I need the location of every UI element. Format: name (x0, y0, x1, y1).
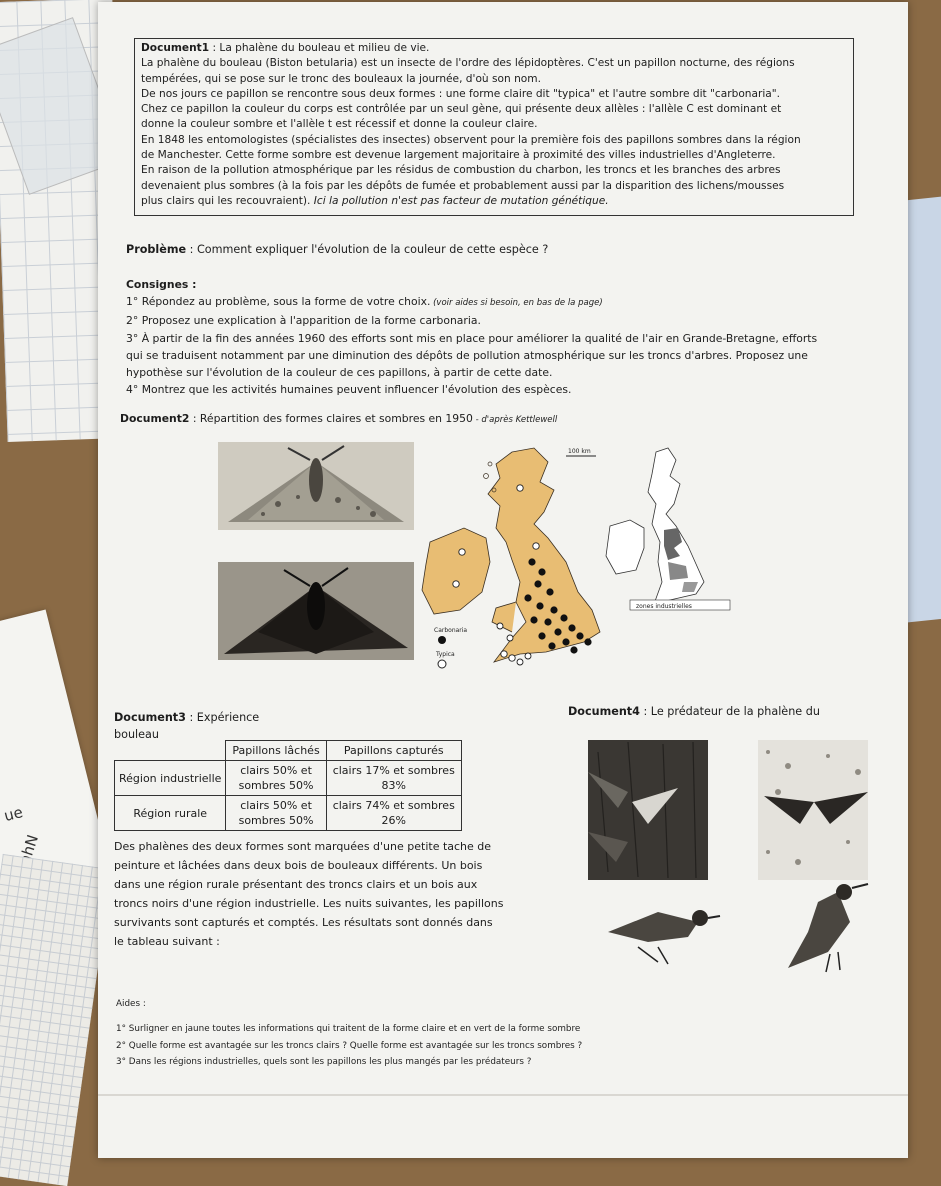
bird (608, 912, 698, 942)
ireland-outline (606, 520, 644, 574)
carbonaria-point (548, 642, 555, 649)
legend-typica-label: Typica (436, 651, 455, 658)
typica-point (517, 659, 523, 665)
great-britain-shape (488, 448, 600, 662)
scale-label: 100 km (568, 448, 591, 455)
col-header-released: Papillons lâchés (226, 741, 326, 761)
document1-title: Document1 : La phalène du bouleau et milieu de vie. (141, 42, 430, 54)
doc3-text-line: peinture et lâchées dans deux bois de bouleaux différents. Un bois (114, 859, 483, 872)
graph-paper-bottom (0, 854, 112, 1186)
consigne-2: 2° Proposez une explication à l'apparition de la forme carbonaria. (126, 314, 481, 328)
typica-point (507, 635, 513, 641)
predator-illustration (568, 732, 888, 982)
britain-distribution-map (416, 442, 616, 678)
table-row (115, 796, 462, 831)
legend-carbonaria-label: Carbonaria (434, 627, 468, 634)
carbonaria-point (562, 638, 569, 645)
typica-point (453, 581, 459, 587)
carbonaria-point (528, 558, 535, 565)
carbonaria-point (536, 602, 543, 609)
consigne-3a: 3° À partir de la fin des années 1960 des efforts sont mis en place pour améliorer la qualité de l'air en Grande-Bretagne, efforts (126, 331, 818, 345)
carbonaria-point (544, 618, 551, 625)
carbonaria-point (570, 646, 577, 653)
typica-point (509, 655, 515, 661)
dark-moth-photo (218, 562, 414, 660)
industrial-zones-map (604, 442, 734, 612)
carbonaria-point (538, 568, 545, 575)
side-text-a: ue (2, 802, 25, 826)
bird (788, 892, 850, 968)
carbonaria-point (568, 624, 575, 631)
doc1-line: En 1848 les entomologistes (spécialistes des insectes) observent pour la première fois des papillons sombres dans la région (141, 133, 801, 146)
doc3-text-line: le tableau suivant : (114, 935, 220, 948)
doc1-line: En raison de la pollution atmosphérique par les résidus de combustion du charbon, les troncs et les branches des arbres (141, 164, 781, 177)
consigne-3b: qui se traduisent notamment par une diminution des dépôts de pollution atmosphérique sur les troncs d'arbres. Proposez une (126, 348, 808, 362)
carbonaria-point (538, 632, 545, 639)
released-cell: clairs 50% et sombres 50% (226, 796, 326, 831)
carbonaria-point (524, 594, 531, 601)
doc1-line: Chez ce papillon la couleur du corps est contrôlée par un seul gène, qui présente deux allèles : l'allèle C est dominant et (141, 103, 782, 116)
released-cell: clairs 50% et sombres 50% (226, 761, 326, 796)
doc1-line: La phalène du bouleau (Biston betularia) est un insecte de l'ordre des lépidoptères. C'est un papillon nocturne, des régions (141, 57, 795, 70)
doc3-text-line: survivants sont capturés et comptés. Les résultats sont donnés dans (114, 916, 493, 929)
doc1-line: tempérées, qui se pose sur le tronc des bouleaux la journée, d'où son nom. (141, 72, 541, 85)
doc3-text-line: Des phalènes des deux formes sont marquées d'une petite tache de (114, 840, 492, 853)
probleme: Problème : Comment expliquer l'évolution de la couleur de cette espèce ? (126, 243, 549, 256)
wales-shape (492, 602, 516, 632)
doc1-line: De nos jours ce papillon se rencontre sous deux formes : une forme claire dit "typica" et l'autre sombre dit "carbonaria". (141, 87, 781, 100)
carbonaria-point (534, 580, 541, 587)
britain-outline (648, 448, 704, 604)
col-header-captured: Papillons capturés (326, 741, 461, 761)
carbonaria-point (546, 588, 553, 595)
legend-typica-dot (438, 660, 446, 668)
captured-cell: clairs 17% et sombres 83% (326, 761, 461, 796)
document1-box (134, 38, 854, 216)
doc3-text-line: troncs noirs d'une région industrielle. Les nuits suivantes, les papillons (114, 897, 504, 910)
typica-point (484, 474, 489, 479)
typica-point (517, 485, 523, 491)
row-region: Région rurale (115, 796, 226, 831)
carbonaria-point (550, 606, 557, 613)
typica-point (488, 462, 492, 466)
aides-label: Aides : (116, 999, 146, 1009)
experiment-table (114, 740, 462, 831)
captured-cell: clairs 74% et sombres 26% (326, 796, 461, 831)
carbonaria-point (554, 628, 561, 635)
consigne-1: 1° Répondez au problème, sous la forme de votre choix. (voir aides si besoin, en bas de la page) (126, 295, 603, 309)
fold-line (98, 1094, 908, 1096)
doc1-line: devenaient plus sombres (à la fois par les dépôts de fumée et probablement aussi par la disparition des lichens/mousses (141, 179, 785, 192)
document3-title: Document3 : Expérience (114, 711, 260, 724)
consigne-4: 4° Montrez que les activités humaines peuvent influencer l'évolution des espèces. (126, 383, 572, 397)
light-moth-photo (218, 442, 414, 530)
consignes (126, 276, 886, 398)
doc1-line: de Manchester. Cette forme sombre est devenue largement majoritaire à proximité des villes industrielles d'Angleterre. (141, 149, 776, 162)
document2-title: Document2 : Répartition des formes claires et sombres en 1950 - d'après Kettlewell (120, 412, 558, 425)
aide-2: 2° Quelle forme est avantagée sur les troncs clairs ? Quelle forme est avantagée sur les troncs sombres ? (116, 1041, 583, 1051)
ireland-shape (422, 528, 490, 614)
industrial-zone (664, 528, 682, 560)
doc1-line: donne la couleur sombre et l'allèle t est récessif et donne la couleur claire. (141, 118, 538, 131)
light-trunk (758, 740, 868, 880)
aide-3: 3° Dans les régions industrielles, quels sont les papillons les plus mangés par les prédateurs ? (116, 1057, 532, 1067)
document3-title-2: bouleau (114, 728, 159, 741)
doc3-text-line: dans une région rurale présentant des troncs clairs et un bois aux (114, 878, 478, 891)
document4-title: Document4 : Le prédateur de la phalène du (568, 705, 820, 718)
typica-point (533, 543, 539, 549)
typica-point (501, 651, 507, 657)
row-region: Région industrielle (115, 761, 226, 796)
carbonaria-point (560, 614, 567, 621)
worksheet (98, 2, 908, 1158)
carbonaria-point (530, 616, 537, 623)
consigne-3c: hypothèse sur l'évolution de la couleur de ces papillons, à partir de cette date. (126, 366, 553, 380)
aide-1: 1° Surligner en jaune toutes les informations qui traitent de la forme claire et en vert de la forme sombre (116, 1024, 581, 1034)
carbonaria-point (576, 632, 583, 639)
carbonaria-point (584, 638, 591, 645)
doc1-last-line: plus clairs qui les recouvraient). Ici la pollution n'est pas facteur de mutation génétique. (141, 194, 609, 207)
consignes-label: Consignes : (126, 278, 197, 291)
legend-industrial-label: zones industrielles (636, 603, 692, 610)
legend-carbonaria-dot (438, 636, 446, 644)
typica-point (525, 653, 531, 659)
typica-point (497, 623, 503, 629)
typica-point (459, 549, 465, 555)
table-row (115, 761, 462, 796)
